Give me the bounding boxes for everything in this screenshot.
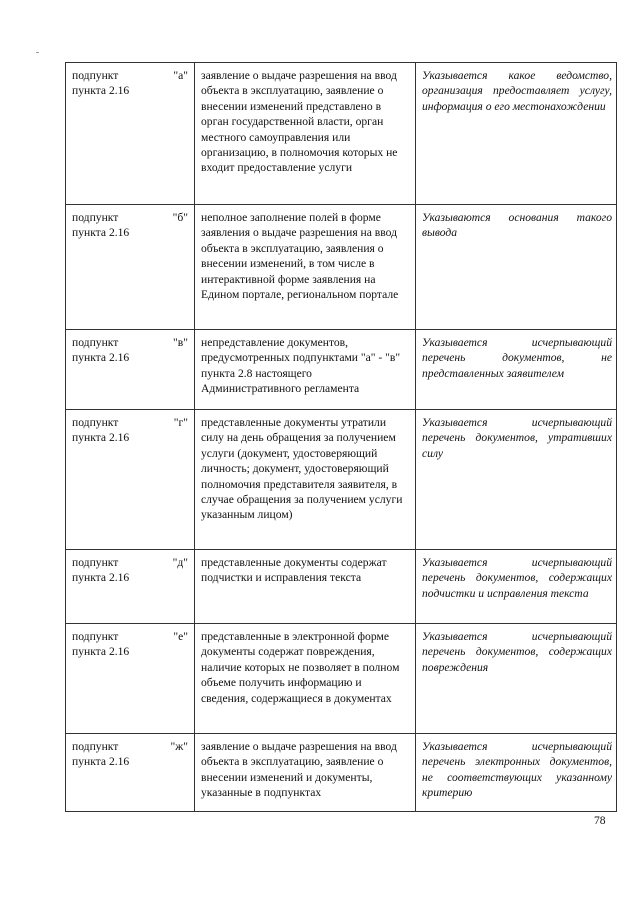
reference-letter: "а" xyxy=(173,69,188,82)
reference-word: подпункт xyxy=(72,556,119,569)
reference-cell xyxy=(66,63,195,205)
reference-cell xyxy=(66,624,195,734)
explanation-cell: Указывается исчерпывающий перечень документов, утративших силу xyxy=(416,410,617,550)
reference-word: подпункт xyxy=(72,69,119,82)
page-number: 78 xyxy=(594,814,606,827)
reference-word: подпункт xyxy=(72,336,119,349)
reason-cell: непредставление документов, предусмотренных подпунктами "а" - "в" пункта 2.8 настоящего Административного регламента xyxy=(195,330,416,410)
reason-cell: заявление о выдаче разрешения на ввод объекта в эксплуатацию, заявление о внесении изменений и документы, указанные в подпунктах xyxy=(195,734,416,812)
reference-letter: "ж" xyxy=(170,740,188,753)
explanation-cell: Указывается исчерпывающий перечень электронных документов, не соответствующих указанному критерию xyxy=(416,734,617,812)
explanation-cell: Указывается исчерпывающий перечень документов, не представленных заявителем xyxy=(416,330,617,410)
explanation-cell: Указывается исчерпывающий перечень документов, содержащих подчистки и исправления текста xyxy=(416,550,617,624)
table-row xyxy=(66,330,617,410)
table-row xyxy=(66,550,617,624)
reason-cell: представленные в электронной форме документы содержат повреждения, наличие которых не позволяет в полном объеме получить информацию и сведения, содержащиеся в документах xyxy=(195,624,416,734)
reference-cell xyxy=(66,330,195,410)
reference-item: пункта 2.16 xyxy=(72,431,130,445)
reference-word: подпункт xyxy=(72,211,119,224)
table-row xyxy=(66,205,617,330)
reference-word: подпункт xyxy=(72,416,119,429)
reference-item: пункта 2.16 xyxy=(72,351,130,365)
reference-letter: "д" xyxy=(172,556,188,569)
table-row xyxy=(66,410,617,550)
reference-item: пункта 2.16 xyxy=(72,226,130,240)
reference-letter: "в" xyxy=(173,336,188,349)
reference-letter: "б" xyxy=(172,211,188,224)
reference-cell xyxy=(66,734,195,812)
explanation-cell: Указывается какое ведомство, организация предоставляет услугу, информация о его местонахождении xyxy=(416,63,617,205)
reason-cell: представленные документы утратили силу на день обращения за получением услуги (документ, удостоверяющий личность; документ, удостоверяющий полномочия представителя заявителя, в случае обращения за получением услуги указанным лицом) xyxy=(195,410,416,550)
reference-letter: "г" xyxy=(173,416,188,429)
reason-cell: заявление о выдаче разрешения на ввод объекта в эксплуатацию, заявление о внесении изменений представлено в орган государственной власти, орган местного самоуправления или организацию, в полномочия которых не входит предоставление услуги xyxy=(195,63,416,205)
reason-cell: представленные документы содержат подчистки и исправления текста xyxy=(195,550,416,624)
reference-letter: "е" xyxy=(173,630,188,643)
reference-item: пункта 2.16 xyxy=(72,571,130,585)
reference-item: пункта 2.16 xyxy=(72,84,130,98)
table-row xyxy=(66,63,617,205)
table-row xyxy=(66,734,617,812)
reference-cell xyxy=(66,550,195,624)
explanation-cell: Указываются основания такого вывода xyxy=(416,205,617,330)
reference-word: подпункт xyxy=(72,630,119,643)
reference-item: пункта 2.16 xyxy=(72,755,130,769)
reference-item: пункта 2.16 xyxy=(72,645,130,659)
grounds-table xyxy=(65,62,617,812)
table-row xyxy=(66,624,617,734)
scan-speck xyxy=(36,52,39,53)
reference-cell xyxy=(66,205,195,330)
reason-cell: неполное заполнение полей в форме заявления о выдаче разрешения на ввод объекта в эксплуатацию, заявления о внесении изменений, в том числе в интерактивной форме заявления на Едином портале, региональном портале xyxy=(195,205,416,330)
reference-word: подпункт xyxy=(72,740,119,753)
reference-cell xyxy=(66,410,195,550)
explanation-cell: Указывается исчерпывающий перечень документов, содержащих повреждения xyxy=(416,624,617,734)
